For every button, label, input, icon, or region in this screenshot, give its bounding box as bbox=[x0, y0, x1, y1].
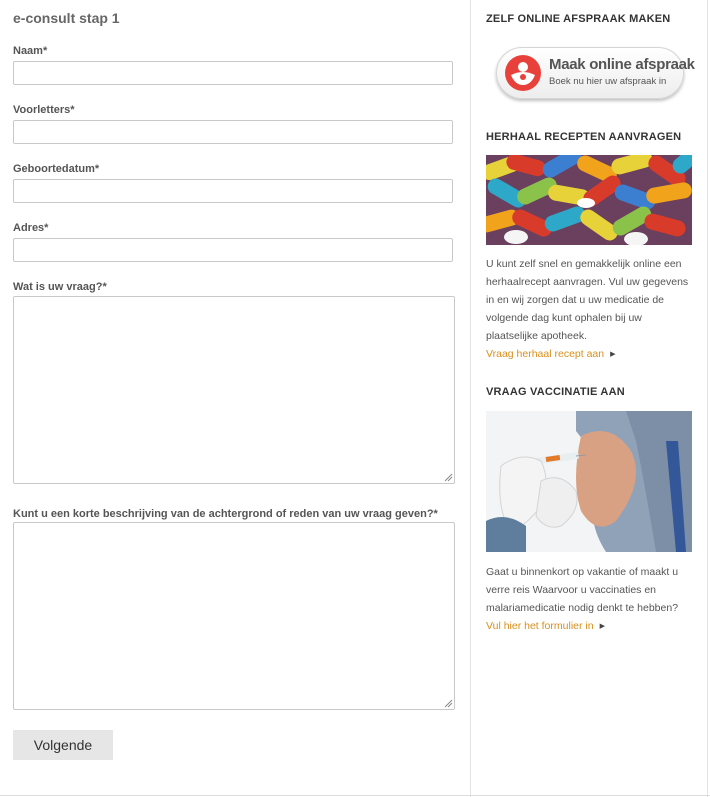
vraag-textarea[interactable] bbox=[13, 296, 455, 484]
arrow-right-icon: ▶ bbox=[610, 351, 616, 358]
vaccination-link[interactable] bbox=[486, 620, 605, 632]
geboortedatum-label: Geboortedatum* bbox=[13, 163, 100, 175]
resize-handle-icon[interactable] bbox=[443, 698, 453, 708]
practice-logo-icon bbox=[505, 55, 541, 91]
vaccination-image bbox=[486, 411, 692, 552]
vaccination-heading: VRAAG VACCINATIE AAN bbox=[486, 386, 625, 398]
appointment-button-subtitle: Boek nu hier uw afspraak in bbox=[549, 76, 667, 87]
appointment-heading: ZELF ONLINE AFSPRAAK MAKEN bbox=[486, 13, 671, 25]
naam-input[interactable] bbox=[13, 61, 453, 85]
page-title: e-consult stap 1 bbox=[13, 10, 120, 26]
geboortedatum-input[interactable] bbox=[13, 179, 453, 203]
prescriptions-link[interactable] bbox=[486, 348, 616, 360]
appointment-button-title: Maak online afspraak bbox=[549, 56, 695, 73]
achtergrond-textarea[interactable] bbox=[13, 522, 455, 710]
online-appointment-button[interactable] bbox=[496, 47, 695, 99]
voorletters-input[interactable] bbox=[13, 120, 453, 144]
vaccination-link-label: Vul hier het formulier in bbox=[486, 620, 594, 632]
achtergrond-label: Kunt u een korte beschrijving van de achtergrond of reden van uw vraag geven?* bbox=[13, 508, 438, 520]
adres-input[interactable] bbox=[13, 238, 453, 262]
naam-label: Naam* bbox=[13, 45, 48, 57]
column-divider bbox=[470, 0, 471, 797]
prescriptions-link-label: Vraag herhaal recept aan bbox=[486, 348, 605, 360]
sidebar-border bbox=[707, 0, 708, 797]
voorletters-label: Voorletters* bbox=[13, 104, 75, 116]
bottom-border bbox=[0, 795, 710, 796]
volgende-button[interactable]: Volgende bbox=[13, 730, 113, 760]
pills-image bbox=[486, 155, 692, 245]
prescriptions-heading: HERHAAL RECEPTEN AANVRAGEN bbox=[486, 131, 682, 143]
vaccination-text: Gaat u binnenkort op vakantie of maakt u verre reis Waarvoor u vaccinaties en malariamedicatie nodig denkt te hebben? bbox=[486, 566, 679, 614]
arrow-right-icon: ▶ bbox=[599, 623, 605, 630]
adres-label: Adres* bbox=[13, 222, 49, 234]
resize-handle-icon[interactable] bbox=[443, 472, 453, 482]
vraag-label: Wat is uw vraag?* bbox=[13, 281, 107, 293]
prescriptions-text: U kunt zelf snel en gemakkelijk online een herhaalrecept aanvragen. Vul uw gegevens in en wij zorgen dat u uw medicatie de volgende dag kunt ophalen bij uw plaatselijke apotheek. bbox=[486, 258, 689, 342]
